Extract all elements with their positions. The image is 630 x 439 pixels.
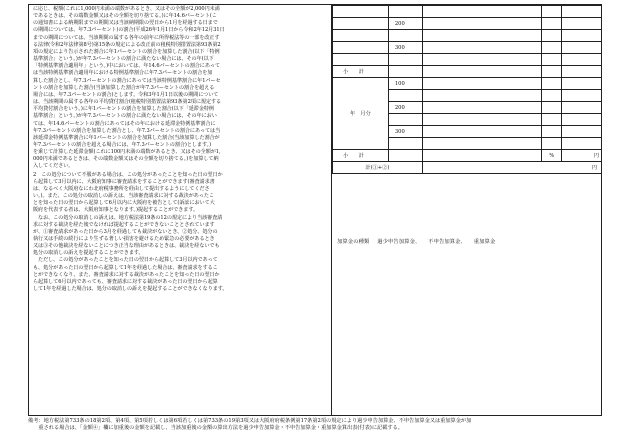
text-line: 基準割合」という。)が年7.3パーセントの割合に満たない場合には、その年(以下 bbox=[33, 56, 214, 63]
table-cell bbox=[562, 138, 602, 150]
table-cell bbox=[562, 90, 602, 102]
table-row bbox=[333, 42, 602, 54]
text-line: 基準割合」という。)が年7.3パーセントの割合に満たない場合には、その年におい bbox=[33, 113, 217, 120]
table-cell bbox=[333, 30, 389, 42]
text-line: 000円未満であるときは、その端数金額又はその全額を切り捨てる。)を加算して納 bbox=[33, 156, 219, 163]
text-line: して1年を経過した場合は、処分の取消しの訴えを提起することができなくなります。 bbox=[33, 286, 228, 293]
penalty-type-note bbox=[337, 237, 599, 245]
note-item: 重加算金 bbox=[473, 239, 496, 245]
text-line: が、①審査請求があった日から3月を経過しても裁決がないとき、②処分、処分の bbox=[33, 228, 218, 235]
notice-paragraph-2 bbox=[33, 172, 327, 294]
rate-cell-300: 300 bbox=[388, 42, 422, 54]
text-line: も、処分があった日の翌日から起算して1年を経過した場合は、審査請求をするこ bbox=[33, 264, 218, 271]
percent-unit: % bbox=[542, 150, 562, 162]
total-yen-unit: 円 bbox=[422, 162, 601, 174]
text-line: 項の規定により告示された割合に年1パーセントの割合を加算した割合(以下「特例 bbox=[33, 48, 220, 55]
table-cell bbox=[388, 30, 422, 42]
table-row bbox=[333, 162, 602, 174]
yen-unit: 円 bbox=[562, 150, 602, 162]
table-cell bbox=[562, 42, 602, 54]
table-cell bbox=[542, 90, 562, 102]
table-cell bbox=[422, 54, 541, 66]
table-cell bbox=[333, 6, 389, 18]
text-line: い。)。また、この処分の取消しの訴えは、当該審査請求に対する裁決があったこ bbox=[33, 193, 214, 200]
table-cell bbox=[542, 114, 562, 126]
text-line: ら起算して3月以内に、大阪府知事に審査請求をすることができます(審査請求書 bbox=[33, 178, 215, 185]
remarks-footer bbox=[28, 418, 608, 433]
table-cell bbox=[542, 18, 562, 30]
table-cell bbox=[388, 90, 422, 102]
text-line: ては、年14.6パーセントの割合にあってはその年における延滞金特例基準割合に bbox=[33, 120, 216, 127]
text-line: 平均貸付割合をいう。)に年1パーセントの割合を加算した割合(以下「延滞金特例 bbox=[33, 106, 214, 113]
text-line: の期間については、年7.3パーセント)の割合(平成26年1月1日から令和2年12月31日 bbox=[33, 27, 225, 34]
table-cell bbox=[542, 30, 562, 42]
subtotal-label: 小 計 bbox=[333, 66, 389, 78]
table-cell bbox=[542, 54, 562, 66]
table-cell bbox=[388, 6, 422, 18]
table-cell bbox=[542, 66, 562, 78]
table-cell bbox=[562, 114, 602, 126]
text-line: とができなくなり、また、審査請求に対する裁決があったことを知った日の翌日か bbox=[33, 271, 220, 278]
table-cell bbox=[542, 126, 562, 138]
table-cell bbox=[333, 54, 389, 66]
text-line: は、なるべく大阪府なにわ北府税事務所を経由して提出するようにしてくださ bbox=[33, 185, 210, 192]
total-label: 計(①+②) bbox=[333, 162, 423, 174]
text-line: とを知った日の翌日から起算して6月以内に大阪府を被告として(訴訟において大 bbox=[33, 200, 215, 207]
document-frame bbox=[28, 4, 602, 416]
table-cell bbox=[562, 30, 602, 42]
calculation-table bbox=[332, 5, 602, 174]
table-cell bbox=[422, 102, 541, 114]
table-cell bbox=[562, 102, 602, 114]
table-row bbox=[333, 150, 602, 162]
table-cell bbox=[562, 18, 602, 30]
text-line: なお、この処分の取消しの訴えは、地方税法第19条の12の規定により当該審査請 bbox=[33, 214, 223, 221]
text-line: は、当該期間の属する各年の平均貸付割合(租税特別措置法第93条第2項に規定する bbox=[33, 99, 222, 106]
table-cell bbox=[422, 90, 541, 102]
text-line: 求に対する裁決を経た後でなければ提起することができないこととされています bbox=[33, 221, 215, 228]
table-cell bbox=[388, 150, 422, 162]
text-line: る法律(令和2年法律第8号)第15条の規定による改正前の租税特別措置法第93条第2 bbox=[33, 41, 221, 48]
table-cell bbox=[388, 138, 422, 150]
table-cell bbox=[422, 6, 541, 18]
text-line: は当該特例基準割合適用年における特例基準割合に年7.3パーセントの割合を加 bbox=[33, 70, 213, 77]
text-line: 「特例基準割合適用年」という。)中においては、年14.6パーセントの割合にあって bbox=[33, 63, 220, 70]
note-item: 不申告加算金、 bbox=[428, 239, 466, 245]
notice-paragraph-1 bbox=[33, 6, 327, 171]
text-line: 2 この処分について不服がある場合は、この処分があったことを知った日の翌日か bbox=[33, 171, 223, 178]
table-cell bbox=[542, 42, 562, 54]
table-cell bbox=[422, 66, 541, 78]
table-cell bbox=[422, 150, 541, 162]
text-line: であるときは、その端数金額又はその全額を切り捨てる。)に年14.6パーセント(こ bbox=[33, 13, 217, 20]
text-line: ントの割合を加算した割合(当該加算した割合が年7.3パーセントの割合を超える bbox=[33, 84, 215, 91]
table-cell bbox=[422, 42, 541, 54]
text-line: の通知書による納期限までの期間又は当該納期限の翌日から1月を経過する日まで bbox=[33, 20, 218, 27]
text-line: 入してください。 bbox=[33, 163, 74, 170]
table-cell bbox=[388, 66, 422, 78]
rate-cell-100: 100 bbox=[388, 78, 422, 90]
table-cell bbox=[333, 42, 389, 54]
remarks-line: 重される場合は、「金額④」欄に加重後の金額を記載し、当該加重後の金額の算出方法を過少申告加算金・不申告加算金・重加算金算出表(付表)に記載する。 bbox=[28, 425, 403, 432]
table-row bbox=[333, 54, 602, 66]
table-cell bbox=[562, 78, 602, 90]
table-cell bbox=[562, 54, 602, 66]
text-line: ら起算して6月以内であっても、審査請求に対する裁決があった日の翌日から起算 bbox=[33, 278, 218, 285]
text-line: に応じ、税額(これに1,000円未満の端数があるとき、又はその全額が2,000円未満 bbox=[33, 6, 220, 12]
table-cell bbox=[422, 126, 541, 138]
text-line: 阪府を代表する者は、大阪府知事となります。)提起することができます。 bbox=[33, 207, 199, 214]
text-line: ただし、この処分があったことを知った日の翌日から起算して3月以内であって bbox=[33, 257, 218, 264]
remarks-line: 備考：地方税法第733条の18第2項、第4項、第5項若しくは第6項若しくは第733条の19第3項又は大阪府府税条例第17条第2項の規定により過少申告加算金、不申告加算金又は重加算金が加 bbox=[28, 418, 472, 424]
calculation-column bbox=[332, 5, 602, 415]
table-row bbox=[333, 6, 602, 18]
table-cell bbox=[422, 78, 541, 90]
text-line: 処分の取消しの訴えを提起することができます。 bbox=[33, 250, 144, 257]
text-line: までの期間については、当該期間の属する各年の前年に所得税法等の一部を改正す bbox=[33, 34, 220, 41]
text-line: を乗じて計算した延滞金額(これに100円未満の端数があるとき、又はその全額が1, bbox=[33, 149, 221, 156]
table-cell bbox=[562, 66, 602, 78]
table-cell bbox=[542, 138, 562, 150]
notice-text-column bbox=[29, 5, 332, 415]
table-cell bbox=[562, 126, 602, 138]
text-line: 算した割合とし、年7.3パーセントの割合にあっては当該特例基準割合に年1パーセ bbox=[33, 77, 221, 84]
subtotal-label-2: 小 計 bbox=[333, 150, 389, 162]
year-month-label: 年 月分 bbox=[333, 78, 389, 150]
table-cell bbox=[388, 114, 422, 126]
table-row bbox=[333, 78, 602, 90]
text-line: 又は③その他裁決を経ないことにつき正当な理由があるときは、裁決を経ないでも bbox=[33, 243, 220, 250]
rate-cell-200b: 200 bbox=[388, 102, 422, 114]
text-line: 場合には、年7.3パーセントの割合)とします。令和3年1月1日以後の期間について bbox=[33, 91, 219, 98]
table-row bbox=[333, 18, 602, 30]
text-line: 執行又は手続の続行により生ずる著しい損害を避けるため緊急の必要があるとき bbox=[33, 236, 215, 242]
note-item: 過少申告加算金、 bbox=[377, 239, 421, 245]
table-cell bbox=[542, 78, 562, 90]
text-line: 年7.3パーセントの割合を加算した割合とし、年7.3パーセントの割合にあっては当 bbox=[33, 127, 221, 134]
table-cell bbox=[562, 6, 602, 18]
rate-cell-200: 200 bbox=[388, 18, 422, 30]
table-cell bbox=[333, 18, 389, 30]
table-row bbox=[333, 30, 602, 42]
table-cell bbox=[542, 6, 562, 18]
table-cell bbox=[388, 54, 422, 66]
table-cell bbox=[422, 138, 541, 150]
note-item: 加算金の種類 bbox=[337, 239, 370, 245]
rate-cell-300b: 300 bbox=[388, 126, 422, 138]
table-row bbox=[333, 66, 602, 78]
table-cell bbox=[422, 30, 541, 42]
table-cell bbox=[422, 114, 541, 126]
text-line: 年7.3パーセントの割合を超える場合には、年7.3パーセントの割合)とします。) bbox=[33, 141, 212, 148]
text-line: 該延滞金特例基準割合に年1パーセントの割合を加算した割合(当該加算した割合が bbox=[33, 134, 220, 141]
table-cell bbox=[542, 102, 562, 114]
table-cell bbox=[422, 18, 541, 30]
